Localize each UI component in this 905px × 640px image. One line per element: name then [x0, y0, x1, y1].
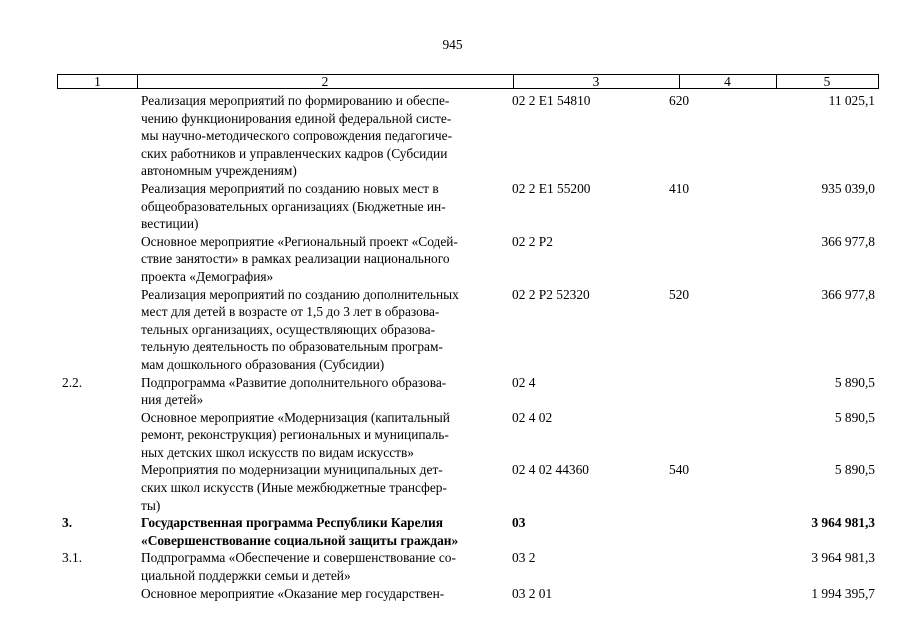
row-amount: 11 025,1	[828, 93, 875, 108]
row-expense-type: 520	[669, 286, 690, 302]
row-title: Подпрограмма «Развитие дополнительного образова- ния детей»	[141, 374, 447, 408]
table-row	[0, 514, 905, 549]
table-row	[0, 286, 905, 374]
row-title: Основное мероприятие «Оказание мер государствен-	[141, 585, 445, 601]
table-row	[0, 461, 905, 514]
row-target-article: 03	[512, 515, 526, 531]
column-header-2: 2	[137, 75, 514, 88]
row-expense-type: 540	[669, 462, 690, 478]
row-target-article: 02 4 02 44360	[512, 462, 589, 478]
row-number: 3.	[62, 515, 73, 531]
row-title: Основное мероприятие «Модернизация (капитальный ремонт, реконструкция) региональных и муниципаль- ных детских школ искусств по видам искусств»	[141, 409, 450, 460]
row-target-article: 03 2	[512, 550, 536, 566]
table-row	[0, 233, 905, 286]
row-amount: 366 977,8	[821, 286, 875, 302]
row-title: Подпрограмма «Обеспечение и совершенствование со- циальной поддержки семьи и детей»	[141, 550, 456, 584]
row-amount: 1 994 395,7	[811, 585, 875, 601]
row-title: Государственная программа Республики Карелия «Совершенствование социальной защиты граждан»	[141, 515, 459, 548]
row-target-article: 02 2 P2	[512, 233, 553, 249]
table-body	[0, 92, 905, 602]
row-target-article: 03 2 01	[512, 585, 553, 601]
row-title: Реализация мероприятий по созданию новых мест в общеобразовательных организациях (Бюджетные ин- вестиции)	[141, 180, 446, 232]
row-number: 3.1.	[62, 550, 83, 566]
row-amount: 3 964 981,3	[811, 515, 875, 531]
table-header	[57, 74, 879, 89]
table-row	[0, 549, 905, 584]
table-row	[0, 92, 905, 180]
row-target-article: 02 2 E1 54810	[512, 93, 591, 108]
row-title: Реализация мероприятий по формированию и обеспе- чению функционирования единой федеральной систе- мы научно-методического сопровождения педагогиче- ских работников и управленческих кадров (Субсидии автономным учреждениям)	[141, 93, 453, 179]
row-number: 2.2.	[62, 374, 83, 390]
row-expense-type: 410	[669, 180, 690, 196]
column-header-3: 3	[513, 75, 680, 88]
table-row	[0, 180, 905, 233]
row-amount: 935 039,0	[821, 180, 875, 196]
row-expense-type: 620	[669, 93, 690, 108]
column-header-5: 5	[823, 74, 831, 89]
column-header-1: 1	[58, 75, 138, 88]
page-number: 945	[442, 37, 463, 52]
table-row	[0, 409, 905, 462]
column-header-4: 4	[679, 75, 777, 88]
row-target-article: 02 4	[512, 374, 536, 390]
row-amount: 5 890,5	[834, 409, 875, 425]
row-title: Мероприятия по модернизации муниципальных дет- ских школ искусств (Иные межбюджетные трансфер- ты)	[141, 462, 447, 513]
row-target-article: 02 2 P2 52320	[512, 286, 590, 302]
table-row	[0, 585, 905, 603]
row-amount: 5 890,5	[834, 374, 875, 390]
row-target-article: 02 2 E1 55200	[512, 180, 591, 196]
row-amount: 366 977,8	[821, 233, 875, 249]
table-row	[0, 374, 905, 409]
row-amount: 3 964 981,3	[811, 550, 875, 566]
row-title: Основное мероприятие «Региональный проект «Содей- ствие занятости» в рамках реализации национального проекта «Демография»	[141, 233, 458, 284]
row-amount: 5 890,5	[834, 462, 875, 478]
row-title: Реализация мероприятий по созданию дополнительных мест для детей в возрасте от 1,5 до 3 лет в образова- тельных организациях, осуществляющих образова- тельную деятельность по образовательным програм- мам дошкольного образования (Субсидии)	[141, 286, 459, 372]
row-target-article: 02 4 02	[512, 409, 553, 425]
